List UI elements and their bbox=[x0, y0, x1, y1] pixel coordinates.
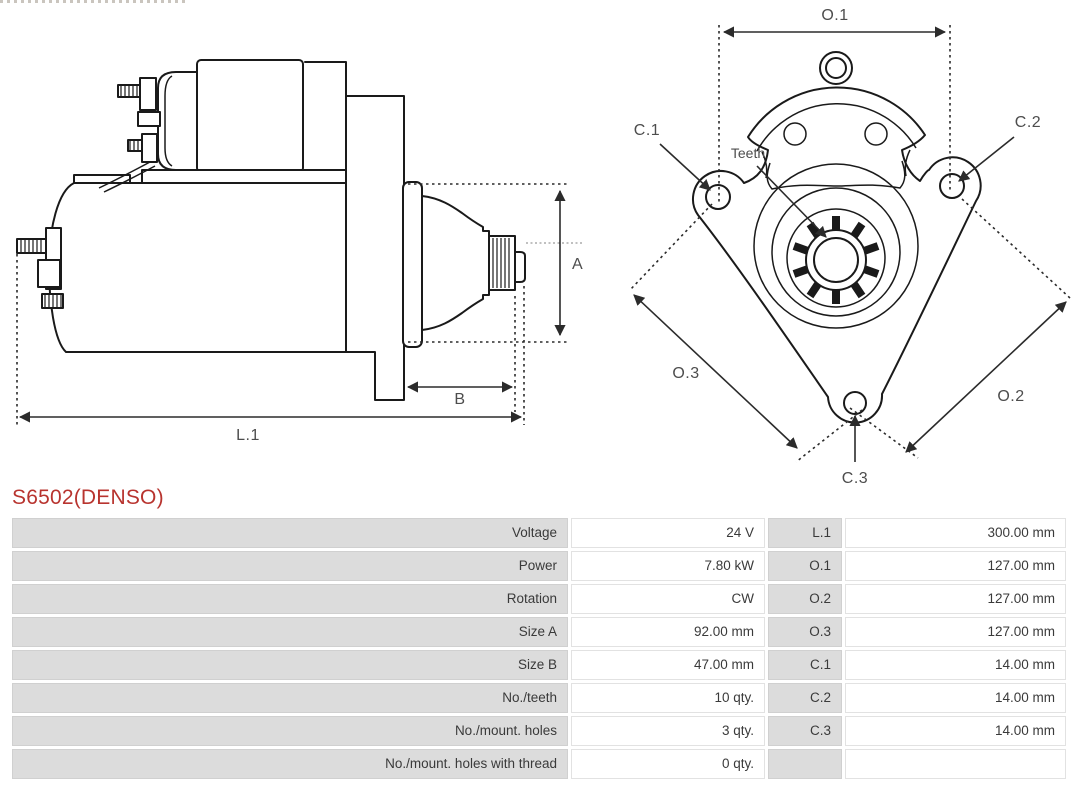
spec-label-cell: No./teeth bbox=[12, 683, 568, 713]
spec-value-cell: 0 qty. bbox=[571, 749, 765, 779]
mount-flange-plate bbox=[403, 182, 422, 347]
mount-hole-c2 bbox=[940, 174, 964, 198]
dim-label-cell bbox=[768, 749, 842, 779]
terminal-nut-lower bbox=[142, 134, 157, 162]
support-bracket bbox=[346, 96, 404, 400]
spec-label-cell: Rotation bbox=[12, 584, 568, 614]
dim-label-cell: O.1 bbox=[768, 551, 842, 581]
side-view-drawing bbox=[17, 60, 584, 444]
table-row bbox=[12, 749, 1066, 779]
spec-value-cell: 3 qty. bbox=[571, 716, 765, 746]
spec-table bbox=[12, 518, 1066, 782]
dim-label-cell: C.2 bbox=[768, 683, 842, 713]
dim-value-cell: 300.00 mm bbox=[845, 518, 1066, 548]
dim-label-c1: C.1 bbox=[633, 122, 661, 139]
terminal-nut-upper bbox=[140, 78, 156, 110]
top-lug-hole bbox=[826, 58, 846, 78]
dim-label-o3: O.3 bbox=[672, 365, 700, 382]
front-view-drawing bbox=[630, 7, 1070, 487]
spec-label-cell: No./mount. holes with thread bbox=[12, 749, 568, 779]
dim-value-cell: 14.00 mm bbox=[845, 650, 1066, 680]
rear-block-lower bbox=[38, 260, 60, 287]
table-row bbox=[12, 617, 1066, 647]
mount-hole-c3 bbox=[844, 392, 866, 414]
gear-bore bbox=[814, 238, 858, 282]
dim-label-cell: C.3 bbox=[768, 716, 842, 746]
dim-value-cell bbox=[845, 749, 1066, 779]
terminal-strap bbox=[138, 112, 160, 126]
spec-label-cell: Power bbox=[12, 551, 568, 581]
solenoid-mount-plate bbox=[142, 170, 346, 183]
dim-value-cell: 127.00 mm bbox=[845, 584, 1066, 614]
dim-o2-extension-top bbox=[962, 199, 1070, 298]
spec-label-cell: No./mount. holes bbox=[12, 716, 568, 746]
table-row bbox=[12, 518, 1066, 548]
dim-label-cell: O.3 bbox=[768, 617, 842, 647]
dim-c1-leader bbox=[660, 144, 710, 190]
dim-label-l1: L.1 bbox=[236, 427, 260, 444]
table-row bbox=[12, 716, 1066, 746]
dim-o2-arrow bbox=[906, 302, 1066, 452]
drive-bell-housing bbox=[422, 196, 489, 330]
dim-label-o1: O.1 bbox=[821, 7, 849, 24]
spec-value-cell: CW bbox=[571, 584, 765, 614]
dim-value-cell: 14.00 mm bbox=[845, 683, 1066, 713]
dim-value-cell: 14.00 mm bbox=[845, 716, 1066, 746]
teeth-label: Teeth bbox=[730, 145, 766, 161]
dim-label-o2: O.2 bbox=[997, 388, 1025, 405]
dim-label-a: A bbox=[572, 256, 584, 273]
spec-value-cell: 92.00 mm bbox=[571, 617, 765, 647]
spec-value-cell: 24 V bbox=[571, 518, 765, 548]
dim-label-c3: C.3 bbox=[841, 470, 869, 487]
solenoid-body bbox=[197, 60, 303, 172]
table-row bbox=[12, 551, 1066, 581]
product-title: S6502(DENSO) bbox=[12, 486, 164, 509]
spec-label-cell: Size A bbox=[12, 617, 568, 647]
spec-value-cell: 10 qty. bbox=[571, 683, 765, 713]
table-row bbox=[12, 683, 1066, 713]
dim-label-c2: C.2 bbox=[1014, 114, 1042, 131]
spec-label-cell: Size B bbox=[12, 650, 568, 680]
dim-o3-extension-bottom bbox=[796, 410, 862, 462]
spec-value-cell: 7.80 kW bbox=[571, 551, 765, 581]
dim-label-cell: C.1 bbox=[768, 650, 842, 680]
dim-value-cell: 127.00 mm bbox=[845, 617, 1066, 647]
dim-value-cell: 127.00 mm bbox=[845, 551, 1066, 581]
dim-label-cell: L.1 bbox=[768, 518, 842, 548]
solenoid-bracket-step bbox=[305, 62, 346, 96]
dim-label-cell: O.2 bbox=[768, 584, 842, 614]
pinion-nose bbox=[515, 252, 525, 282]
table-row bbox=[12, 584, 1066, 614]
motor-body bbox=[49, 183, 346, 352]
spec-label-cell: Voltage bbox=[12, 518, 568, 548]
dim-c2-leader bbox=[959, 137, 1014, 181]
dim-label-b: B bbox=[454, 391, 466, 408]
table-row bbox=[12, 650, 1066, 680]
spec-value-cell: 47.00 mm bbox=[571, 650, 765, 680]
